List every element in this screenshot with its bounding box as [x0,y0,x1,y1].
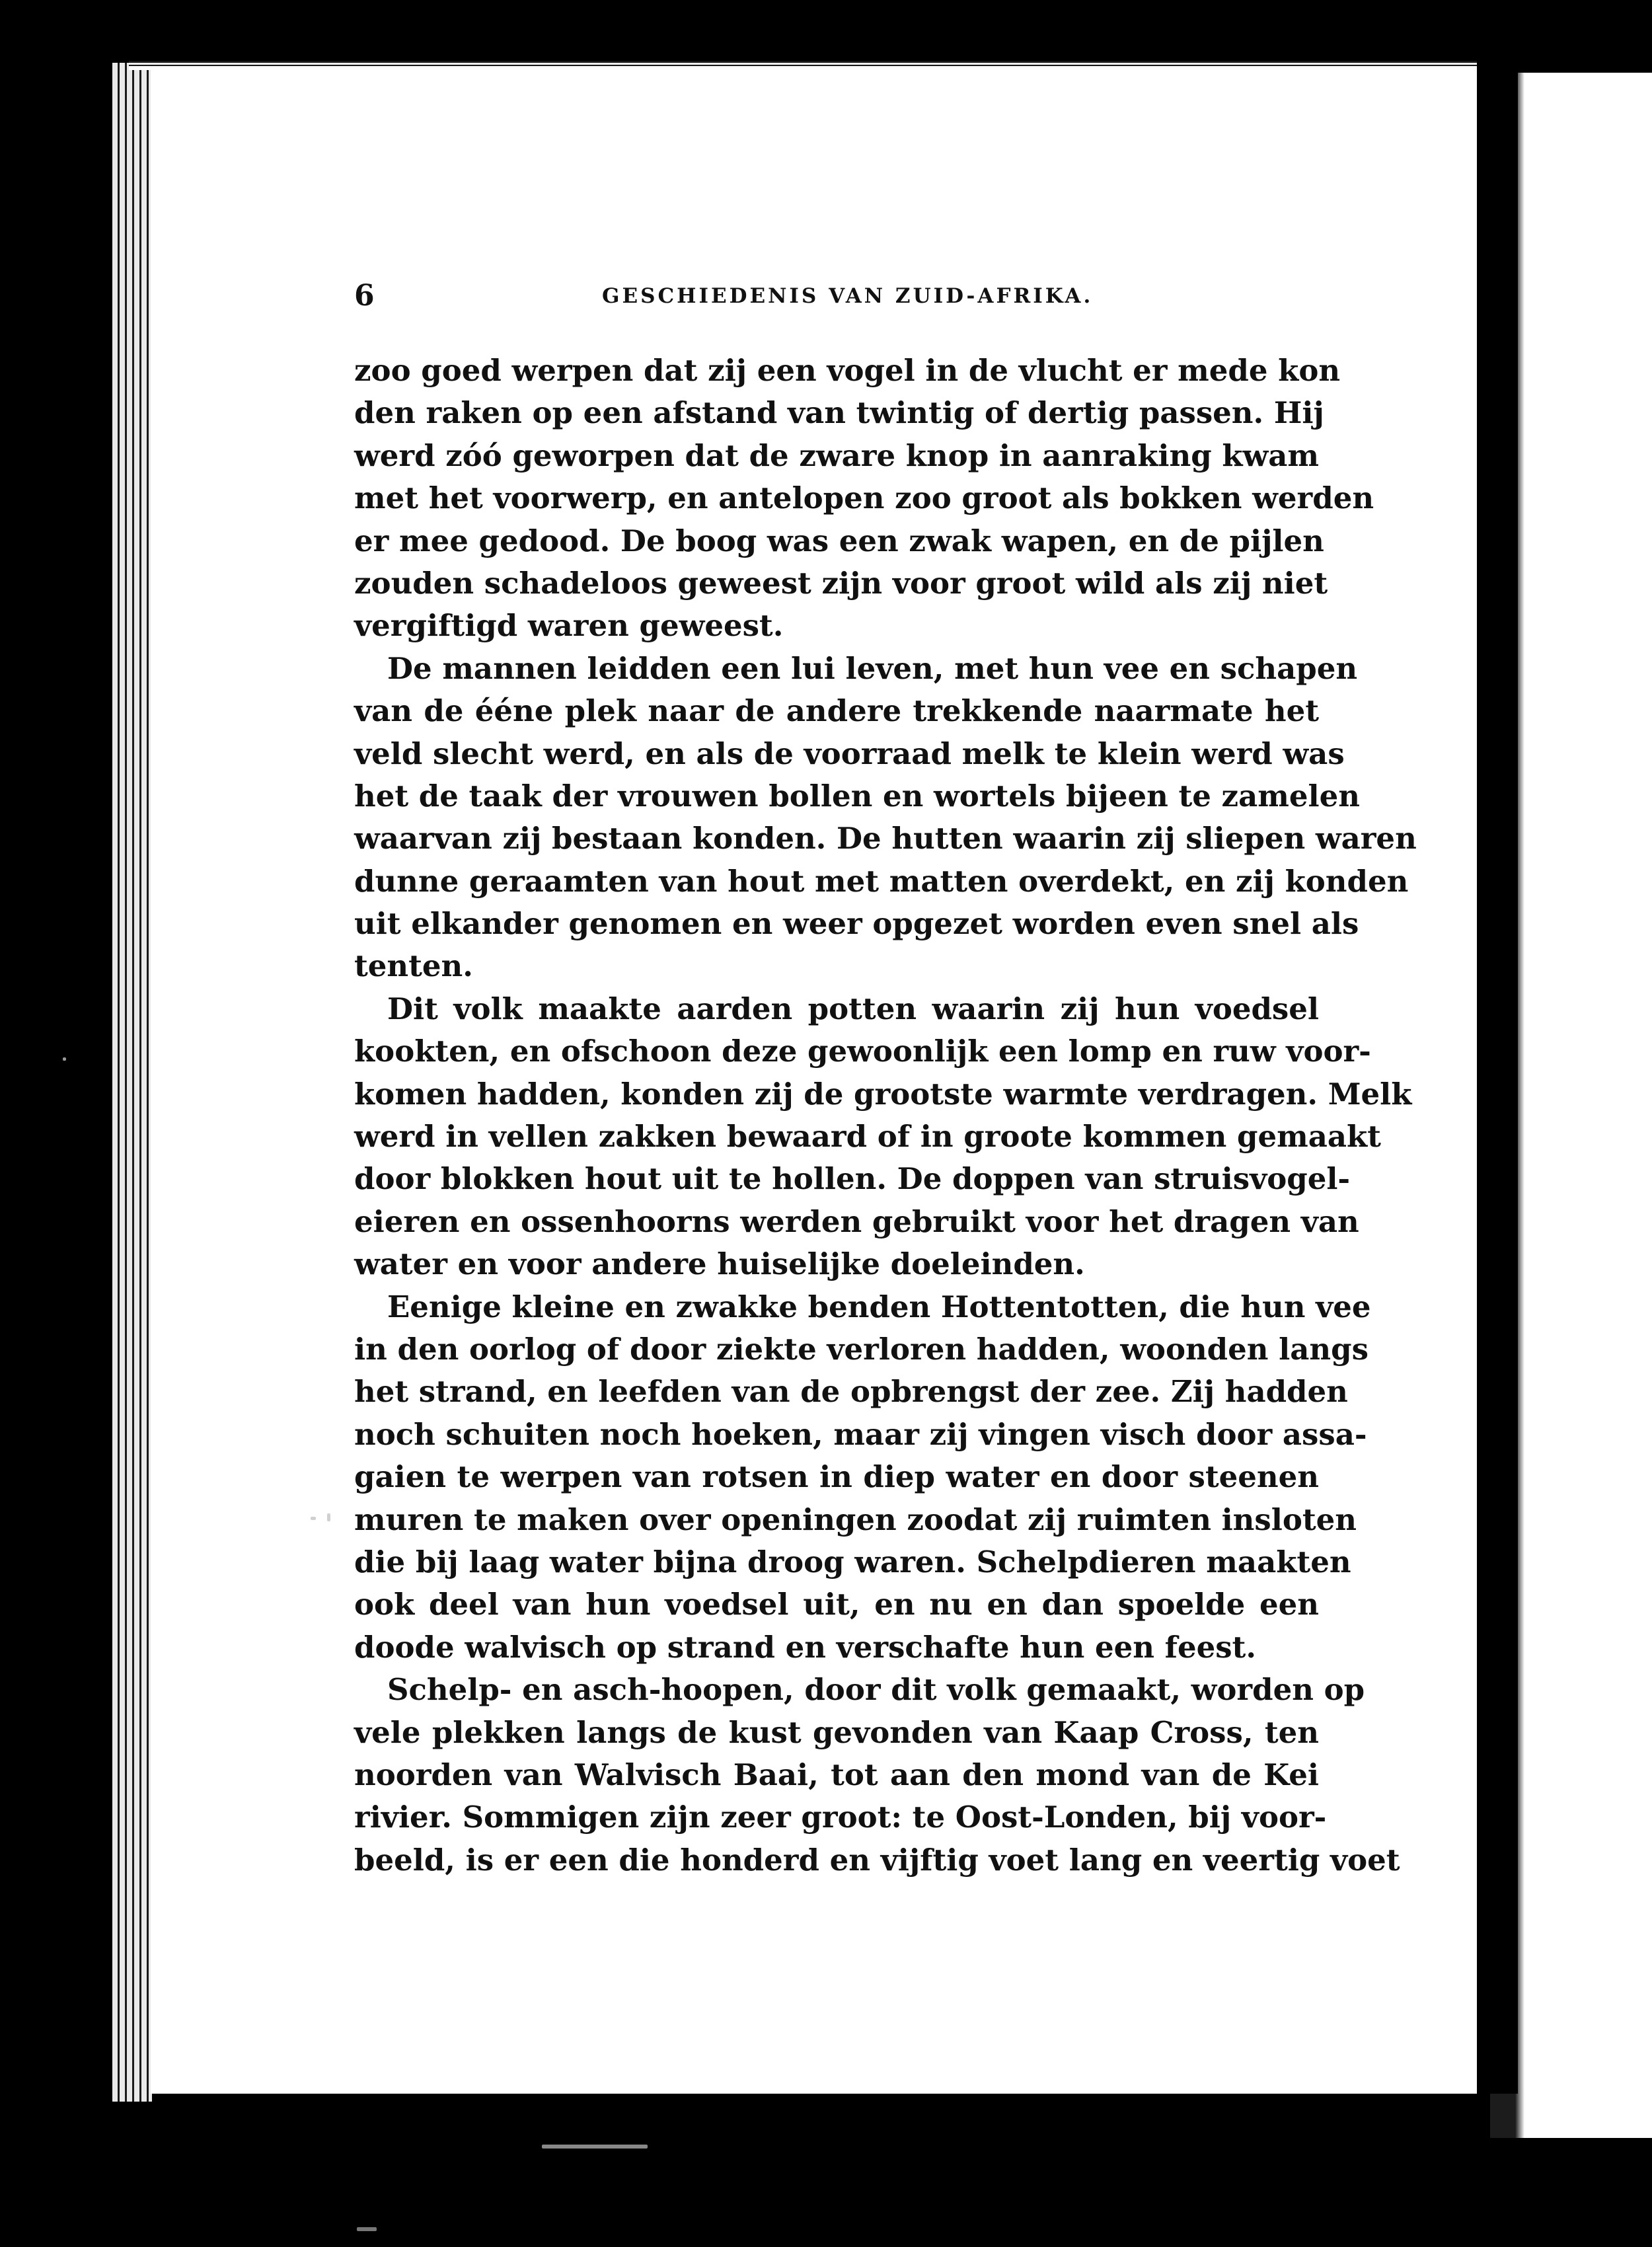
text-line: noch schuiten noch hoeken, maar zij vingen visch door assa- [354,1416,1367,1452]
text-line: Eenige kleine en zwakke benden Hottentotten, die hun vee [387,1289,1371,1324]
text-line: vergiftigd waren geweest. [354,608,784,644]
page-header [354,279,1319,319]
text-line: uit elkander genomen en weer opgezet worden even snel als [354,906,1359,942]
scan-speck [63,1057,66,1061]
text-line: in den oorlog of door ziekte verloren hadden, woonden langs [354,1331,1369,1367]
scan-speck [327,1513,330,1521]
text-line: Schelp- en asch-hoopen, door dit volk gemaakt, worden op [387,1672,1365,1708]
text-line: beeld, is er een die honderd en vijftig voet lang en veertig voet [354,1842,1400,1878]
text-line: dunne geraamten van hout met matten overdekt, en zij konden [354,863,1409,899]
text-line: werd in vellen zakken bewaard of in groote kommen gemaakt [354,1119,1381,1155]
text-line: zouden schadeloos geweest zijn voor groot wild als zij niet [354,565,1328,601]
text-line: werd zóó geworpen dat de zware knop in aanraking kwam [354,438,1320,473]
text-line: De mannen leidden een lui leven, met hun vee en schapen [387,650,1358,686]
text-line: den raken op een afstand van twintig of dertig passen. Hij [354,395,1324,431]
book-page-edges [112,63,152,2102]
running-head: GESCHIEDENIS VAN ZUID-AFRIKA. [602,284,1094,308]
page-number: 6 [354,279,375,313]
text-line: ook deel van hun voedsel uit, en nu en dan spoelde een [354,1587,1319,1622]
text-line: van de ééne plek naar de andere trekkende naarmate het [354,693,1319,729]
text-line: water en voor andere huiselijke doeleinden. [354,1246,1085,1282]
text-line: gaien te werpen van rotsen in diep water en door steenen [354,1459,1319,1495]
text-line: kookten, en ofschoon deze gewoonlijk een lomp en ruw voor- [354,1034,1371,1069]
scan-speck [542,2145,648,2149]
text-line: muren te maken over openingen zoodat zij ruimten insloten [354,1502,1357,1537]
text-line: er mee gedood. De boog was een zwak wapen, en de pijlen [354,523,1324,558]
text-line: vele plekken langs de kust gevonden van Kaap Cross, ten [354,1714,1319,1750]
text-line: doode walvisch op strand en verschafte hun een feest. [354,1629,1257,1665]
text-line: komen hadden, konden zij de grootste warmte verdragen. Melk [354,1076,1412,1112]
text-line: veld slecht werd, en als de voorraad melk te klein werd was [354,736,1345,771]
scan-speck [311,1517,316,1520]
text-line: met het voorwerp, en antelopen zoo groot als bokken werden [354,480,1374,516]
page-gutter-shadow [1477,68,1518,2094]
body-text [354,350,1417,1882]
text-line: het strand, en leefden van de opbrengst der zee. Zij hadden [354,1374,1348,1410]
text-line: eieren en ossenhoorns werden gebruikt voor het dragen van [354,1203,1359,1239]
text-line: door blokken hout uit te hollen. De doppen van struisvogel- [354,1161,1351,1197]
text-line: die bij laag water bijna droog waren. Schelpdieren maakten [354,1544,1351,1580]
text-line: Dit volk maakte aarden potten waarin zij hun voedsel [387,991,1319,1026]
scan-speck [357,2227,377,2231]
text-line: waarvan zij bestaan konden. De hutten waarin zij sliepen waren [354,821,1417,857]
text-line: het de taak der vrouwen bollen en wortels bijeen te zamelen [354,778,1360,814]
text-line: noorden van Walvisch Baai, tot aan den mond van de Kei [354,1757,1319,1792]
text-line: rivier. Sommigen zijn zeer groot: te Oost-Londen, bij voor- [354,1800,1327,1835]
text-line: zoo goed werpen dat zij een vogel in de vlucht er mede kon [354,353,1341,388]
text-line: tenten. [354,948,473,984]
